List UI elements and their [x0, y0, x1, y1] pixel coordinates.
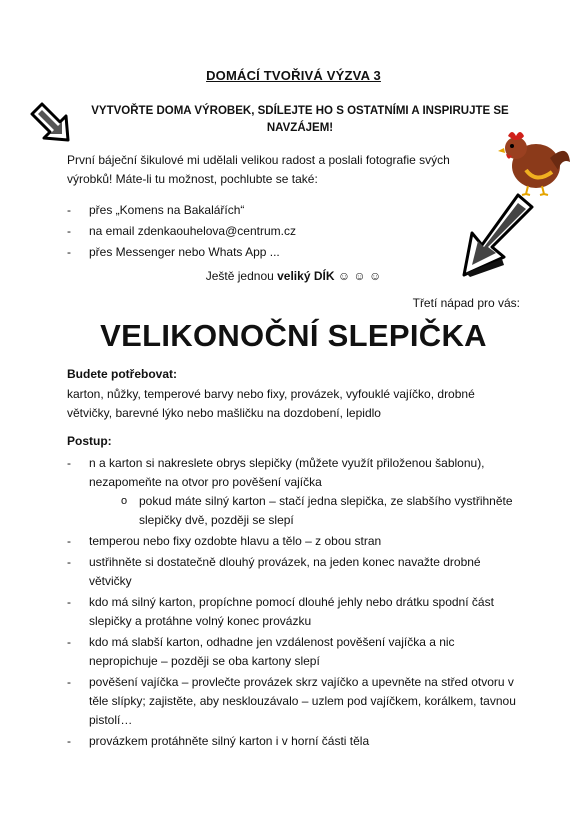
procedure-heading: Postup:: [67, 434, 112, 448]
sub-list-item: o pokud máte silný karton – stačí jedna slepička, ze slabšího vystřihněte slepičky dvě, později se slepí: [89, 492, 522, 530]
chicken-icon: [496, 128, 574, 196]
thanks-bold: veliký DÍK: [277, 269, 335, 283]
list-item: [67, 454, 522, 530]
main-title: VELIKONOČNÍ SLEPIČKA: [100, 318, 487, 353]
list-item: - temperou nebo fixy ozdobte hlavu a tělo – z obou stran: [67, 532, 522, 551]
third-idea-label: Třetí nápad pro vás:: [412, 296, 520, 310]
list-item: - přes Messenger nebo Whats App ...: [67, 242, 296, 263]
arrow-down-right-icon: [28, 100, 76, 148]
sub-list: [89, 492, 522, 530]
intro-text: První báječní šikulové mi udělali velikou radost a poslali fotografie svých výrobků! Máte-li tu možnost, pochlubte se také:: [67, 153, 450, 186]
list-item: - kdo má slabší karton, odhadne jen vzdálenost pověšení vajíčka a nic nepropichuje – později se oba kartony slepí: [67, 633, 522, 671]
thanks-line: [0, 269, 587, 283]
page-title: DOMÁCÍ TVOŘIVÁ VÝZVA 3: [206, 68, 381, 83]
materials-heading: Budete potřebovat:: [67, 367, 178, 381]
arrow-down-left-icon: [458, 193, 538, 279]
list-item: - ustřihněte si dostatečně dlouhý provázek, na jeden konec navažte drobné větvičky: [67, 553, 522, 591]
list-item: - kdo má silný karton, propíchne pomocí dlouhé jehly nebo drátku spodní část slepičky a protáhne volný konec provázku: [67, 593, 522, 631]
materials-text: karton, nůžky, temperové barvy nebo fixy, provázek, vyfouklé vajíčko, drobné větvičky, barevné lýko nebo mašličku na dozdobení, lepidlo: [67, 387, 475, 420]
page-subtitle: VYTVOŘTE DOMA VÝROBEK, SDÍLEJTE HO S OSTATNÍMI A INSPIRUJTE SE NAVZÁJEM!: [91, 105, 509, 134]
step-text: n a karton si nakreslete obrys slepičky (můžete využít přiloženou šablonu), nezapomeňte na otvor pro pověšení vajíčka: [89, 456, 485, 489]
contacts-list: [67, 200, 296, 263]
list-item: - pověšení vajíčka – provlečte provázek skrz vajíčko a upevněte na střed otvoru v těle slípky; zajistěte, aby nesklouzávalo – uzlem pod vajíčkem, korálkem, tavnou pistolí…: [67, 673, 522, 730]
smiley-icons: ☺ ☺ ☺: [334, 269, 382, 283]
list-item: - provázkem protáhněte silný karton i v horní části těla: [67, 732, 522, 751]
list-item: - na email zdenkaouhelova@centrum.cz: [67, 221, 296, 242]
thanks-prefix: Ještě jednou: [205, 269, 278, 283]
procedure-list: [67, 454, 522, 753]
list-item: - přes „Komens na Bakalářích“: [67, 200, 296, 221]
